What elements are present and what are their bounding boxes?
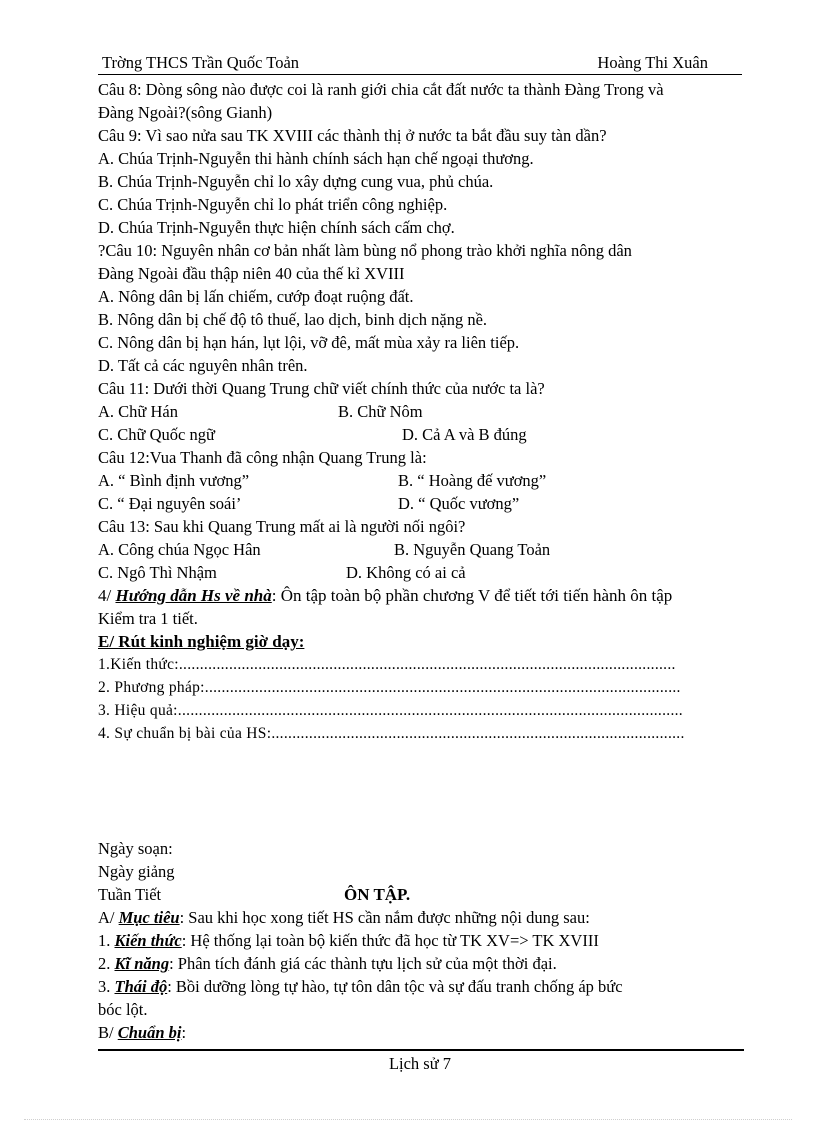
q12-options-cd: [98, 492, 748, 515]
q12-option-c: C. “ Đại nguyên soái’: [98, 494, 242, 513]
q13-options-cd: [98, 561, 748, 584]
q11-option-a: A. Chữ Hán: [98, 402, 178, 421]
q11-option-c: C. Chữ Quốc ngữ: [98, 425, 215, 444]
knowledge-label: Kiến thức: [114, 931, 182, 950]
q12-option-a: A. “ Bình định vương”: [98, 471, 250, 490]
date-prepared: Ngày soạn:: [98, 839, 173, 858]
goals-label: Mục tiêu: [118, 908, 180, 927]
q13-option-b: B. Nguyễn Quang Toản: [394, 540, 551, 559]
week-period: Tuần Tiết: [98, 885, 162, 904]
q13-option-a: A. Công chúa Ngọc Hân: [98, 540, 261, 559]
page-break-line: [24, 1119, 792, 1120]
homework-line1: 4/ Hướng dẫn Hs về nhà: Ôn tập toàn bộ phần chương V để tiết tới tiến hành ôn tập: [98, 586, 673, 605]
teacher-name: Hoàng Thi Xuân: [597, 53, 708, 72]
q13-options-ab: [98, 538, 748, 561]
page-header: [98, 52, 742, 75]
knowledge-line: 1. Kiến thức: Hệ thống lại toàn bộ kiến thức đã học từ TK XV=> TK XVIII: [98, 931, 599, 950]
q9-option-d: D. Chúa Trịnh-Nguyễn thực hiện chính sách cấm chợ.: [98, 218, 455, 237]
q12-stem: Câu 12:Vua Thanh đã công nhận Quang Trung là:: [98, 448, 427, 467]
q9-option-c: C. Chúa Trịnh-Nguyễn chỉ lo phát triển công nghiệp.: [98, 195, 448, 214]
q11-options-cd: [98, 423, 748, 446]
preparation-label: Chuẩn bị: [117, 1023, 182, 1042]
experience-heading: E/ Rút kinh nghiệm giờ dạy:: [98, 632, 305, 651]
homework-label: Hướng dẫn Hs về nhà: [115, 586, 272, 605]
q12-option-b: B. “ Hoàng đế vương”: [398, 471, 547, 490]
date-taught: Ngày giảng: [98, 862, 175, 881]
skills-line: 2. Kĩ năng: Phân tích đánh giá các thành tựu lịch sử của một thời đại.: [98, 954, 557, 973]
q11-option-b: B. Chữ Nôm: [338, 402, 423, 421]
q10-line2: Đàng Ngoài đầu thập niên 40 của thế kỉ XVIII: [98, 264, 405, 283]
experience-item-knowledge: 1.Kiến thức:.......................................................................................................................: [98, 656, 676, 673]
q10-option-d: D. Tất cả các nguyên nhân trên.: [98, 356, 308, 375]
q8-line2: Đàng Ngoài?(sông Gianh): [98, 103, 273, 122]
q10-option-b: B. Nông dân bị chế độ tô thuế, lao dịch, binh dịch nặng nề.: [98, 310, 488, 329]
q10-option-a: A. Nông dân bị lấn chiếm, cướp đoạt ruộng đất.: [98, 287, 414, 306]
document-body: [98, 78, 748, 1044]
goals-line: A/ Mục tiêu: Sau khi học xong tiết HS cần nắm được những nội dung sau:: [98, 908, 590, 927]
q11-stem: Câu 11: Dưới thời Quang Trung chữ viết chính thức của nước ta là?: [98, 379, 545, 398]
skills-label: Kĩ năng: [114, 954, 170, 973]
q10-line1: ?Câu 10: Nguyên nhân cơ bản nhất làm bùng nổ phong trào khởi nghĩa nông dân: [98, 241, 632, 260]
q9-stem: Câu 9: Vì sao nửa sau TK XVIII các thành thị ở nước ta bắt đầu suy tàn dần?: [98, 126, 607, 145]
q13-option-c: C. Ngô Thì Nhậm: [98, 563, 217, 582]
q9-option-a: A. Chúa Trịnh-Nguyễn thi hành chính sách hạn chế ngoại thương.: [98, 149, 534, 168]
attitude-line: 3. Thái độ: Bồi dưỡng lòng tự hào, tự tôn dân tộc và sự đấu tranh chống áp bức: [98, 977, 623, 996]
q13-stem: Câu 13: Sau khi Quang Trung mất ai là người nối ngôi?: [98, 517, 466, 536]
week-period-row: [98, 883, 748, 906]
footer-rule: [98, 1049, 744, 1051]
experience-item-prep: 4. Sự chuẩn bị bài của HS:...................................................................................................: [98, 725, 685, 742]
school-name: Trờng THCS Trần Quốc Toản: [102, 53, 300, 72]
experience-item-effect: 3. Hiệu quả:.........................................................................................................................: [98, 702, 683, 719]
preparation-line: B/ Chuẩn bị:: [98, 1023, 187, 1042]
homework-line2: Kiểm tra 1 tiết.: [98, 609, 198, 628]
page-footer: Lịch sử 7: [388, 1054, 452, 1073]
lesson-title: ÔN TẬP.: [344, 885, 411, 904]
q11-options-ab: [98, 400, 748, 423]
q9-option-b: B. Chúa Trịnh-Nguyễn chỉ lo xây dựng cung vua, phủ chúa.: [98, 172, 494, 191]
q12-option-d: D. “ Quốc vương”: [398, 494, 520, 513]
q12-options-ab: [98, 469, 748, 492]
q8-line1: Câu 8: Dòng sông nào được coi là ranh giới chia cắt đất nước ta thành Đàng Trong và: [98, 80, 664, 99]
attitude-line2: bóc lột.: [98, 1000, 148, 1019]
q13-option-d: D. Không có ai cả: [346, 563, 466, 582]
q11-option-d: D. Cả A và B đúng: [402, 425, 527, 444]
attitude-label: Thái độ: [114, 977, 168, 996]
experience-item-method: 2. Phương pháp:..................................................................................................................: [98, 679, 681, 696]
q10-option-c: C. Nông dân bị hạn hán, lụt lội, vỡ đê, mất mùa xảy ra liên tiếp.: [98, 333, 520, 352]
